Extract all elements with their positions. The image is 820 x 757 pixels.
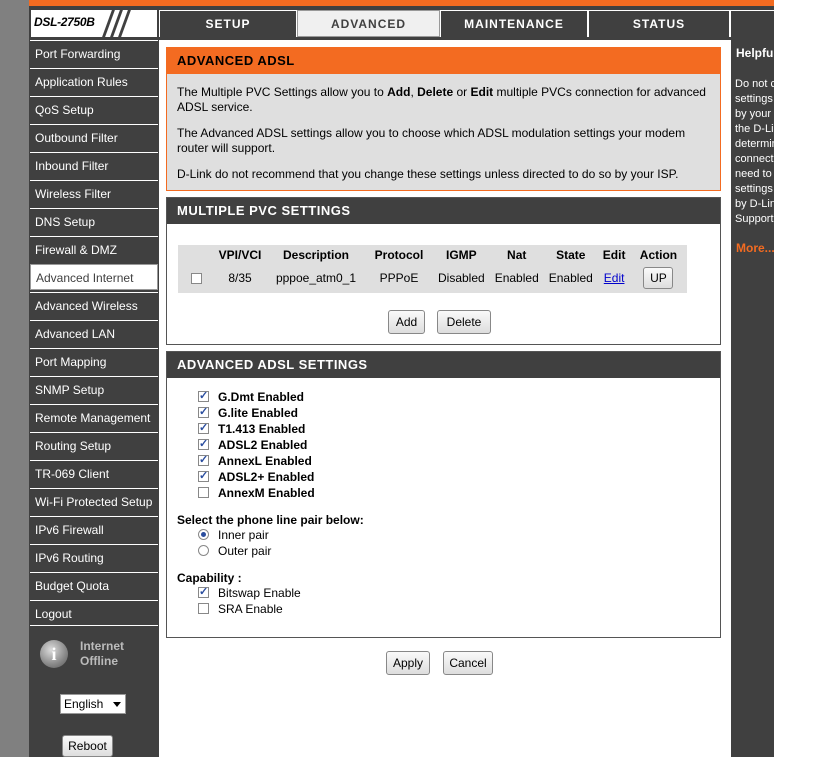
tab-help[interactable] xyxy=(730,10,774,37)
advanced-adsl-settings xyxy=(166,351,721,638)
column-header: VPI/VCI xyxy=(214,247,266,263)
cancel-button[interactable]: Cancel xyxy=(443,651,493,675)
sidebar-item-wifi-protected-setup[interactable]: Wi-Fi Protected Setup xyxy=(30,488,158,514)
column-header: IGMP xyxy=(434,247,489,263)
t1413-label: T1.413 Enabled xyxy=(218,422,306,436)
internet-status xyxy=(36,637,146,677)
vpi-vci-cell: 8/35 xyxy=(214,265,266,291)
adsl2plus-label: ADSL2+ Enabled xyxy=(218,470,315,484)
help-text xyxy=(735,77,808,227)
sidebar-item-tr069-client[interactable]: TR-069 Client xyxy=(30,460,158,486)
nat-cell: Enabled xyxy=(491,265,543,291)
annexm-label: AnnexM Enabled xyxy=(218,486,315,500)
chevron-down-icon xyxy=(113,702,121,707)
igmp-cell: Disabled xyxy=(434,265,489,291)
multiple-pvc-settings xyxy=(166,197,721,345)
t1413-checkbox[interactable] xyxy=(198,423,209,434)
help-title: Helpful Hints... xyxy=(736,46,820,60)
description-cell: pppoe_atm0_1 xyxy=(268,265,364,291)
bitswap-checkbox[interactable] xyxy=(198,587,209,598)
column-header: Edit xyxy=(599,247,630,263)
sidebar-item-ipv6-routing[interactable]: IPv6 Routing xyxy=(30,544,158,570)
language-select[interactable] xyxy=(60,694,126,714)
sidebar-item-advanced-internet[interactable]: Advanced Internet xyxy=(30,264,158,290)
sidebar-item-advanced-lan[interactable]: Advanced LAN xyxy=(30,320,158,346)
action-cell xyxy=(631,265,685,291)
sidebar-item-advanced-wireless[interactable]: Advanced Wireless xyxy=(30,292,158,318)
sidebar-item-ipv6-firewall[interactable]: IPv6 Firewall xyxy=(30,516,158,542)
internet-status-text xyxy=(80,639,124,669)
sidebar-item-snmp-setup[interactable]: SNMP Setup xyxy=(30,376,158,402)
model-logo xyxy=(31,10,157,37)
sidebar-item-inbound-filter[interactable]: Inbound Filter xyxy=(30,152,158,178)
capability-label: Capability : xyxy=(177,571,242,585)
tab-advanced[interactable]: ADVANCED xyxy=(297,10,440,37)
annexm-checkbox[interactable] xyxy=(198,487,209,498)
outer-pair-radio[interactable] xyxy=(198,545,209,556)
column-header: Protocol xyxy=(366,247,432,263)
adsl2-checkbox[interactable] xyxy=(198,439,209,450)
add-button[interactable]: Add xyxy=(388,310,425,334)
reboot-button[interactable]: Reboot xyxy=(62,735,113,757)
state-cell: Enabled xyxy=(545,265,597,291)
sidebar-item-dns-setup[interactable]: DNS Setup xyxy=(30,208,158,234)
column-header: Nat xyxy=(491,247,543,263)
section-title: MULTIPLE PVC SETTINGS xyxy=(167,198,720,224)
inner-pair-radio[interactable] xyxy=(198,529,209,540)
sidebar-item-outbound-filter[interactable]: Outbound Filter xyxy=(30,124,158,150)
sidebar-item-remote-management[interactable]: Remote Management xyxy=(30,404,158,430)
sra-label: SRA Enable xyxy=(218,602,283,616)
help-more-link[interactable]: More... xyxy=(736,241,775,255)
row-select-checkbox[interactable] xyxy=(191,273,202,284)
sidebar-item-budget-quota[interactable]: Budget Quota xyxy=(30,572,158,598)
sidebar-item-application-rules[interactable]: Application Rules xyxy=(30,68,158,94)
sidebar-item-port-forwarding[interactable]: Port Forwarding xyxy=(30,40,158,66)
intro-paragraph-settings: The Advanced ADSL settings allow you to choose which ADSL modulation settings your modem router will support. xyxy=(177,126,686,155)
glite-checkbox[interactable] xyxy=(198,407,209,418)
annexl-label: AnnexL Enabled xyxy=(218,454,312,468)
help-line: determine the xyxy=(735,138,803,150)
row-select-cell xyxy=(180,265,212,291)
bitswap-label: Bitswap Enable xyxy=(218,586,301,600)
sidebar-item-firewall-dmz[interactable]: Firewall & DMZ xyxy=(30,236,158,262)
gdmt-label: G.Dmt Enabled xyxy=(218,390,305,404)
model-name: DSL-2750B xyxy=(34,15,95,29)
internet-status-line2: Offline xyxy=(80,654,118,668)
internet-status-line1: Internet xyxy=(80,639,125,653)
help-line: by your ISP. xyxy=(735,108,794,120)
delete-button[interactable]: Delete xyxy=(437,310,491,334)
help-panel xyxy=(731,40,820,757)
language-select-value: English xyxy=(64,697,104,711)
column-header: Action xyxy=(631,247,685,263)
help-line: Do not change xyxy=(735,78,807,90)
select-column-header xyxy=(180,247,212,263)
gdmt-checkbox[interactable] xyxy=(198,391,209,402)
help-line: settings unless xyxy=(735,93,808,105)
column-header: State xyxy=(545,247,597,263)
pvc-table xyxy=(178,245,687,293)
up-button[interactable]: UP xyxy=(643,267,673,289)
left-gutter xyxy=(0,0,29,757)
help-line: need to xyxy=(735,168,772,180)
edit-cell xyxy=(599,265,630,291)
protocol-cell: PPPoE xyxy=(366,265,432,291)
intro-paragraph-pvc: The Multiple PVC Settings allow you to Add, Delete or Edit multiple PVCs connection for advanced ADSL service. xyxy=(177,85,706,114)
table-header-row xyxy=(180,247,685,263)
glite-label: G.lite Enabled xyxy=(218,406,299,420)
intro-paragraph-warning: D-Link do not recommend that you change these settings unless directed to do so by your ISP. xyxy=(177,167,679,181)
tab-maintenance[interactable]: MAINTENANCE xyxy=(440,10,588,37)
column-header: Description xyxy=(268,247,364,263)
outer-pair-label: Outer pair xyxy=(218,544,272,558)
phone-pair-label: Select the phone line pair below: xyxy=(177,513,364,527)
help-line: Support. xyxy=(735,213,777,225)
inner-pair-label: Inner pair xyxy=(218,528,269,542)
tab-status[interactable]: STATUS xyxy=(588,10,730,37)
sidebar-item-routing-setup[interactable]: Routing Setup xyxy=(30,432,158,458)
edit-link[interactable]: Edit xyxy=(603,271,625,285)
sidebar-item-wireless-filter[interactable]: Wireless Filter xyxy=(30,180,158,206)
help-line: connection xyxy=(735,153,789,165)
tab-setup[interactable]: SETUP xyxy=(159,10,297,37)
table-row xyxy=(180,265,685,291)
section-title: ADVANCED ADSL SETTINGS xyxy=(167,352,720,378)
section-title: ADVANCED ADSL xyxy=(167,48,720,74)
help-line: by D-Link xyxy=(735,198,782,210)
sidebar-item-logout[interactable]: Logout xyxy=(30,600,158,626)
annexl-checkbox[interactable] xyxy=(198,455,209,466)
adsl2plus-checkbox[interactable] xyxy=(198,471,209,482)
help-line: settings xyxy=(735,183,773,195)
help-line: the D-Link xyxy=(735,123,786,135)
sra-checkbox[interactable] xyxy=(198,603,209,614)
sidebar-item-port-mapping[interactable]: Port Mapping xyxy=(30,348,158,374)
advanced-adsl-intro xyxy=(166,47,721,191)
info-icon: i xyxy=(40,640,68,668)
sidebar-item-qos-setup[interactable]: QoS Setup xyxy=(30,96,158,122)
apply-button[interactable]: Apply xyxy=(386,651,430,675)
adsl2-label: ADSL2 Enabled xyxy=(218,438,308,452)
